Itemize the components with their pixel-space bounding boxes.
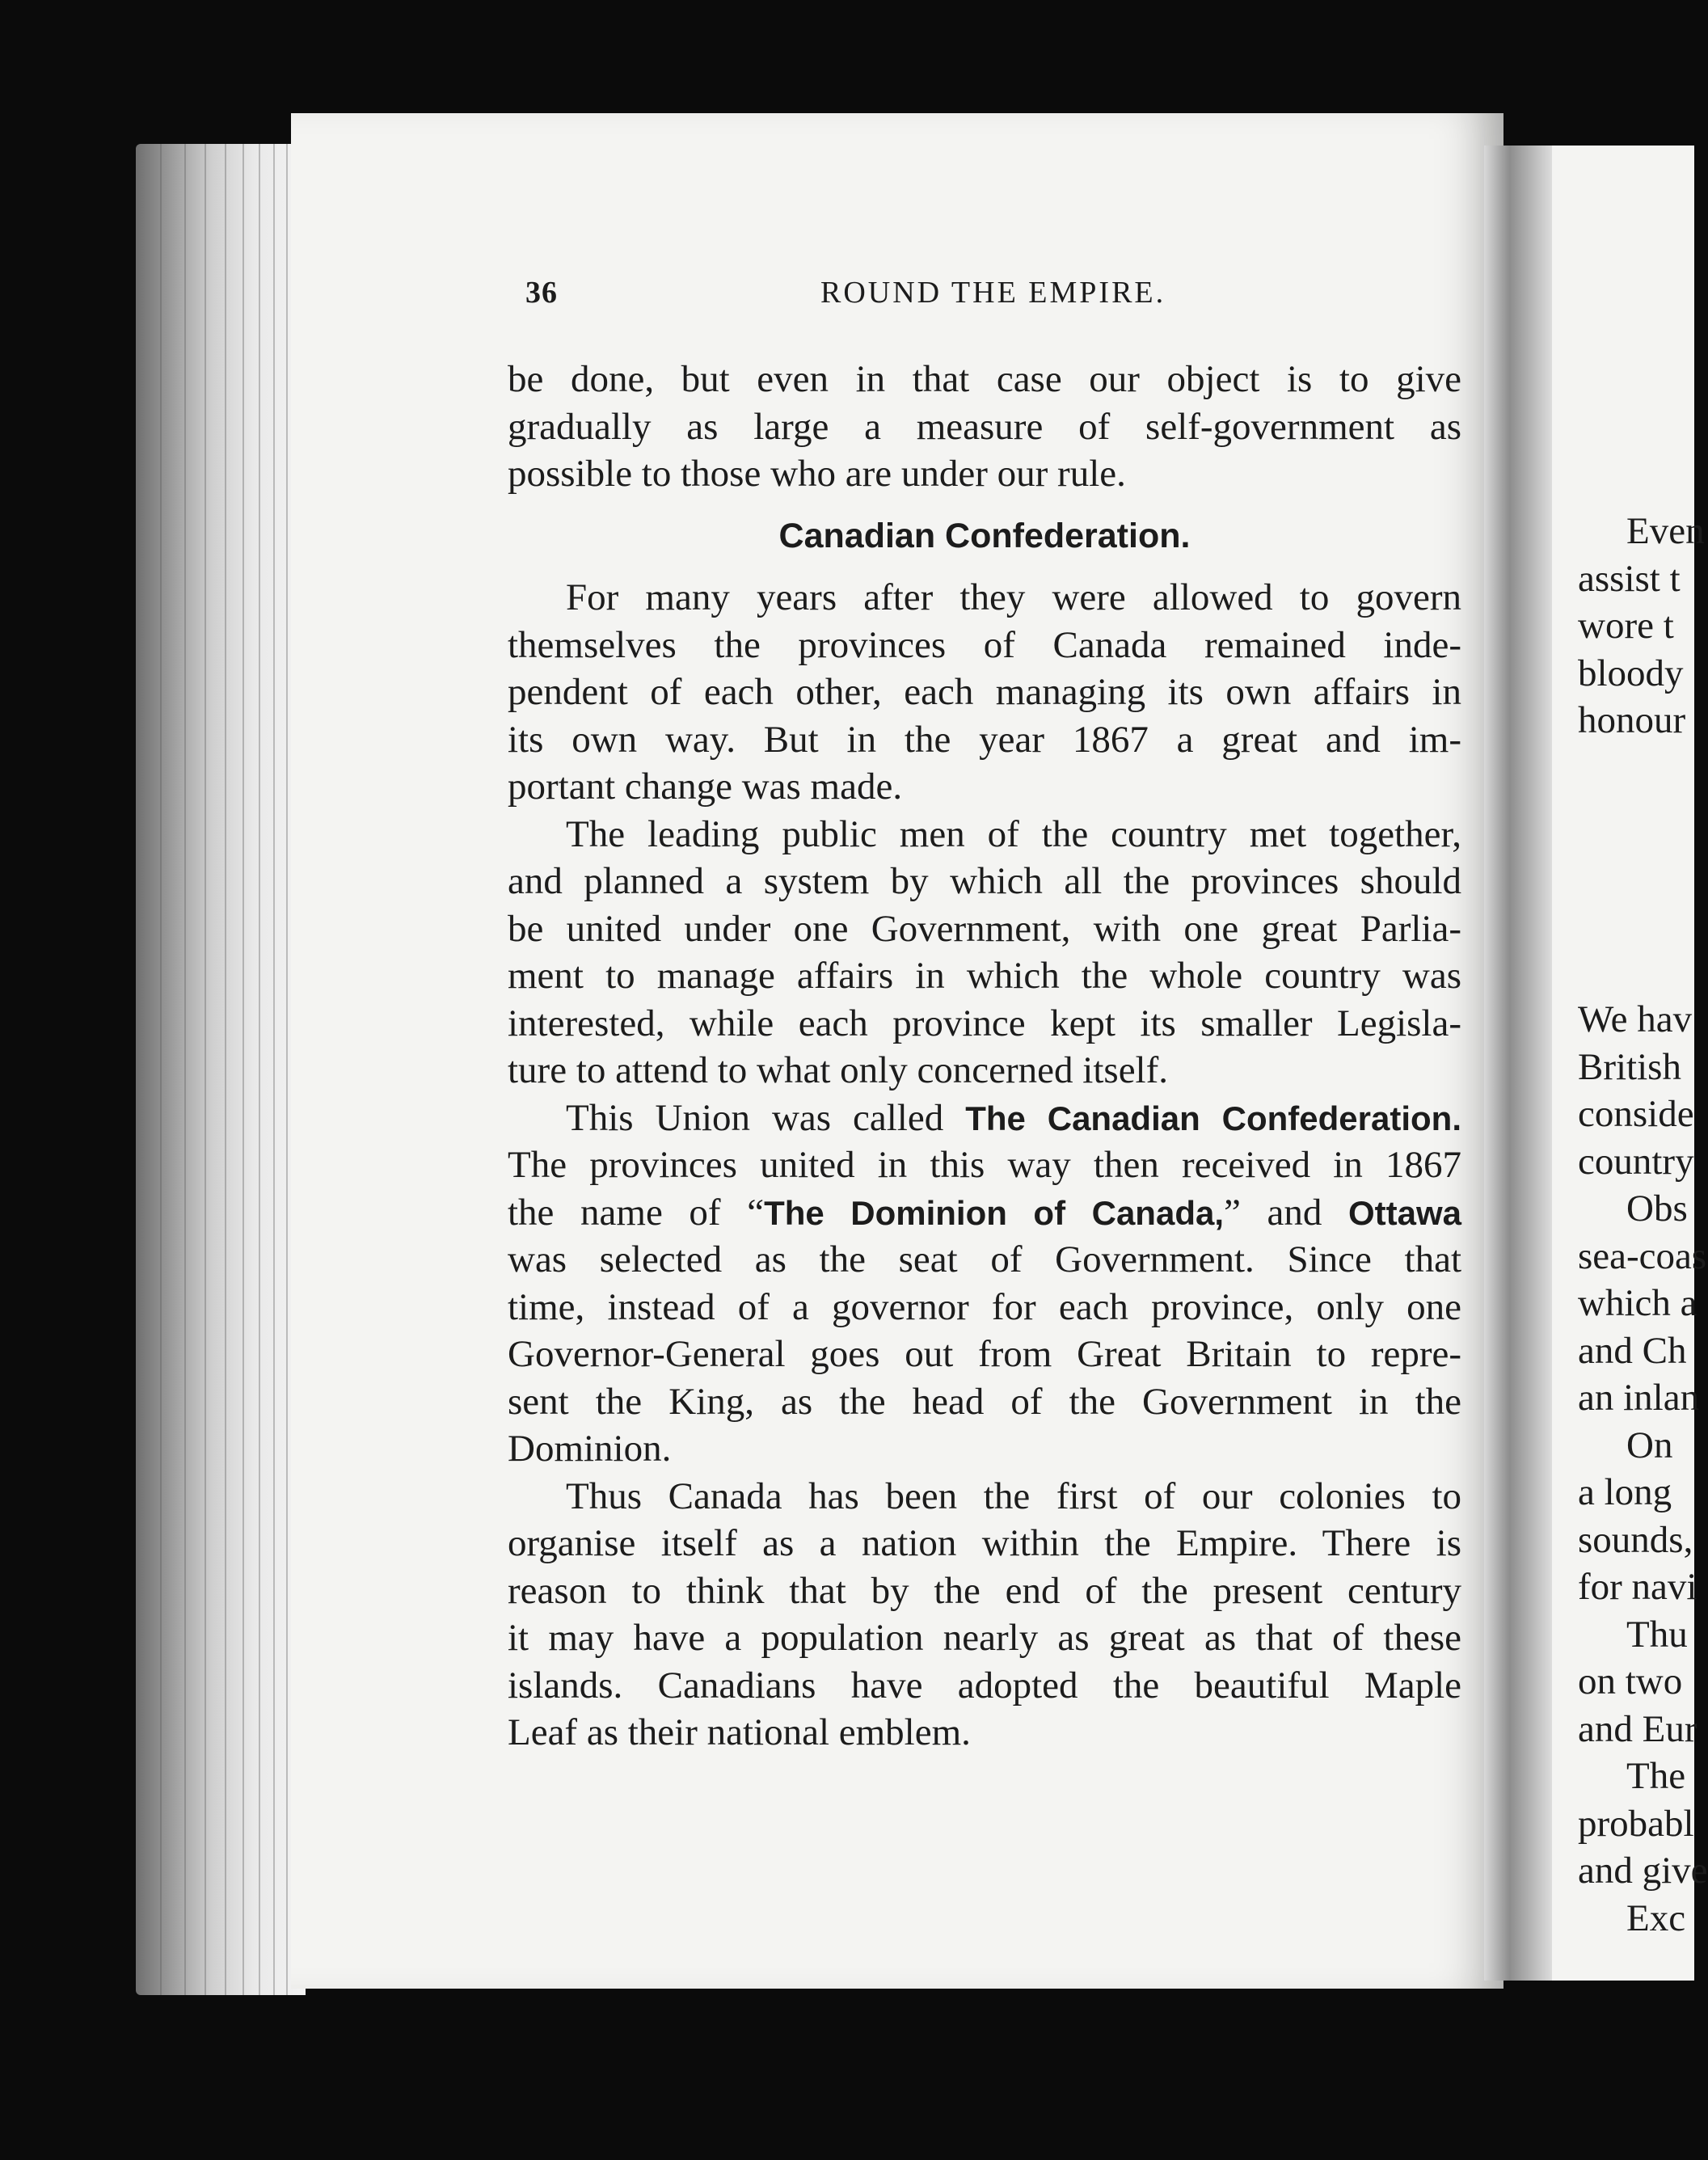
- text-line: portant change was made.: [508, 766, 903, 808]
- text-line: The leading public men of the country met together,: [566, 812, 1461, 855]
- right-page-line: The: [1626, 1755, 1686, 1797]
- text-line: islands. Canadians have adopted the beautiful Maple: [508, 1664, 1461, 1706]
- right-page-line: Obs: [1626, 1188, 1688, 1230]
- text-line: it may have a population nearly as great as that of these: [508, 1617, 1461, 1659]
- right-page-line: for navi: [1578, 1566, 1697, 1608]
- text-line: pendent of each other, each managing its own affairs in: [508, 671, 1461, 713]
- right-page-top-lines: [1578, 508, 1705, 745]
- right-page-line: and give: [1578, 1850, 1708, 1892]
- text-fragment: This Union was called: [566, 1096, 966, 1139]
- text-line: themselves the provinces of Canada remained inde-: [508, 623, 1461, 666]
- right-page-line: Even: [1626, 510, 1705, 552]
- text-line: interested, while each province kept its smaller Legisla-: [508, 1002, 1461, 1044]
- page-stack-edges: [136, 144, 306, 1995]
- right-page-line: sounds,: [1578, 1518, 1693, 1561]
- right-page-line: On: [1626, 1424, 1673, 1466]
- text-line: Thus Canada has been the first of our colonies to: [566, 1474, 1461, 1517]
- right-page-line: British: [1578, 1045, 1681, 1088]
- text-line: possible to those who are under our rule.: [508, 453, 1126, 495]
- bold-term: The Canadian Confederation.: [965, 1099, 1461, 1137]
- text-line: organise itself as a nation within the Empire. There is: [508, 1522, 1461, 1564]
- right-page-line: We hav: [1578, 998, 1693, 1040]
- running-title: ROUND THE EMPIRE.: [820, 276, 1166, 310]
- text-fragment: ” and: [1224, 1191, 1348, 1234]
- right-page-line: Exc: [1626, 1896, 1686, 1939]
- text-line: be united under one Government, with one great Parlia-: [508, 907, 1461, 950]
- text-line: reason to think that by the end of the present century: [508, 1569, 1461, 1612]
- text-line: and planned a system by which all the provinces should: [508, 860, 1461, 902]
- right-page-line: an inlan: [1578, 1377, 1700, 1419]
- body-text: [508, 356, 1461, 1757]
- right-page-line: which a: [1578, 1282, 1697, 1324]
- text-line: ment to manage affairs in which the whole country was: [508, 955, 1461, 997]
- text-line: The provinces united in this way then received in 1867: [508, 1144, 1461, 1186]
- text-line: be done, but even in that case our object is to give: [508, 358, 1461, 400]
- text-line: Leaf as their national emblem.: [508, 1711, 971, 1753]
- text-line: time, instead of a governor for each province, only one: [508, 1285, 1461, 1328]
- page-number: 36: [525, 276, 558, 310]
- right-page-line: on two: [1578, 1660, 1683, 1702]
- text-line: its own way. But in the year 1867 a great and im-: [508, 718, 1461, 761]
- text-fragment: the name of “: [508, 1191, 765, 1234]
- text-line: Governor-General goes out from Great Britain to repre-: [508, 1333, 1461, 1375]
- right-page-line: conside: [1578, 1093, 1694, 1135]
- right-page-line: sea-coas: [1578, 1234, 1707, 1277]
- right-page-line: a long: [1578, 1471, 1672, 1513]
- right-page-line: country: [1578, 1140, 1694, 1183]
- right-page: [1552, 146, 1708, 1981]
- right-page-line: wore t: [1578, 605, 1674, 647]
- right-page-line: honour: [1578, 699, 1686, 741]
- text-line: [508, 1095, 1461, 1142]
- text-line: [508, 1189, 1461, 1237]
- text-line: sent the King, as the head of the Government in the: [508, 1380, 1461, 1423]
- text-line: ture to attend to what only concerned itself.: [508, 1049, 1169, 1091]
- right-page-lower-lines: [1578, 996, 1708, 1942]
- bold-term: Ottawa: [1347, 1193, 1461, 1232]
- book-gutter: [1484, 146, 1557, 1981]
- right-page-line: bloody: [1578, 652, 1684, 694]
- bold-term: The Dominion of Canada,: [764, 1193, 1224, 1232]
- right-page-line: and Ch: [1578, 1329, 1687, 1372]
- text-line: Dominion.: [508, 1428, 672, 1470]
- right-page-line: and Eur: [1578, 1707, 1697, 1750]
- text-line: was selected as the seat of Government. Since that: [508, 1238, 1461, 1280]
- right-page-line: probabl: [1578, 1802, 1694, 1845]
- page-header: [525, 275, 1455, 323]
- right-page-line: Thu: [1626, 1613, 1688, 1656]
- text-line: gradually as large a measure of self-government as: [508, 405, 1461, 448]
- right-page-line: assist t: [1578, 557, 1681, 600]
- text-line: For many years after they were allowed to govern: [566, 576, 1461, 618]
- section-heading: Canadian Confederation.: [778, 516, 1191, 555]
